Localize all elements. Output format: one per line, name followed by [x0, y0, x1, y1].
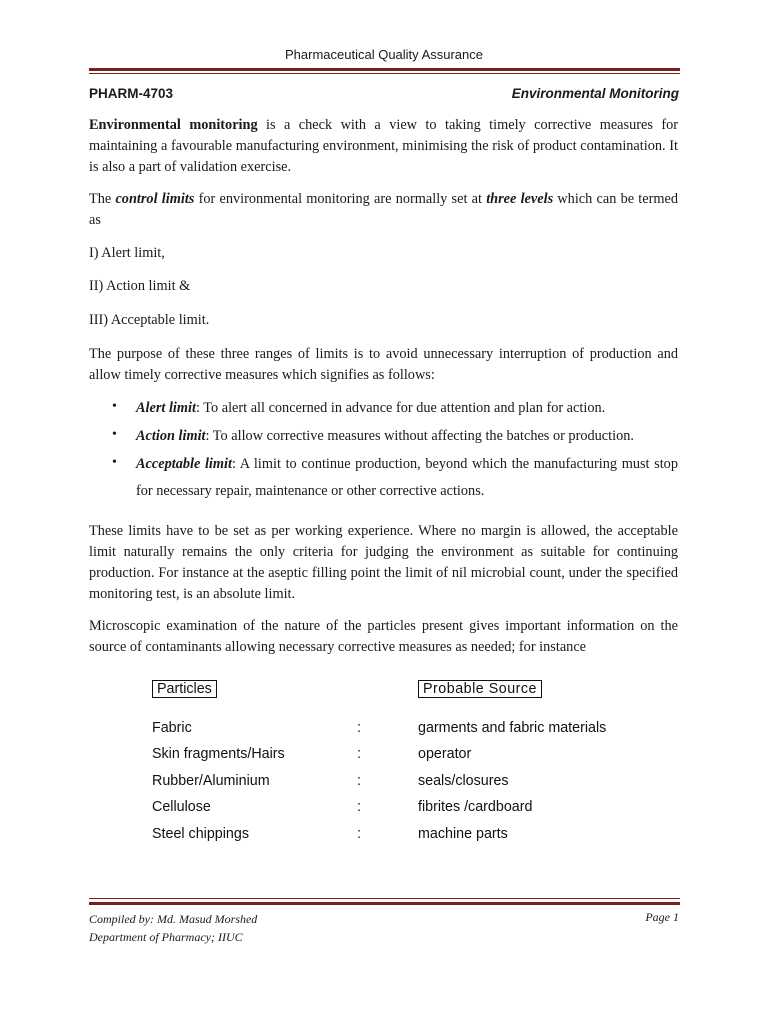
- table-cell-source: seals/closures: [418, 773, 509, 789]
- table-cell-source: operator: [418, 746, 472, 762]
- table-cell-particle: Fabric: [152, 720, 192, 736]
- table-row: [150, 799, 650, 819]
- term-three-levels: three levels: [486, 191, 554, 207]
- text-fragment: The: [89, 191, 116, 207]
- table-cell-separator: :: [357, 720, 361, 736]
- table-row: [150, 826, 650, 846]
- paragraph-definition: [89, 115, 678, 178]
- table-cell-source: fibrites /cardboard: [418, 799, 533, 815]
- bullet-dot: •: [112, 427, 117, 442]
- bullet-term: Alert limit: [136, 400, 196, 416]
- footer-compiled-by: Compiled by: Md. Masud Morshed: [89, 912, 258, 926]
- footer-credits: [89, 910, 257, 946]
- paragraph-purpose: The purpose of these three ranges of limits is to avoid unnecessary interruption of production and allow timely corrective measures which signifies as follows:: [89, 346, 678, 383]
- footer-rule: [89, 902, 680, 905]
- bullet-action-limit: [136, 423, 678, 450]
- text-fragment: which can be termed as: [89, 191, 678, 228]
- table-cell-particle: Skin fragments/Hairs: [152, 746, 285, 762]
- course-code: PHARM-4703: [89, 86, 174, 101]
- table-cell-separator: :: [357, 773, 361, 789]
- bullet-text: : A limit to continue production, beyond which the manufacturing must stop for necessary repair, maintenance or other corrective actions.: [136, 456, 678, 499]
- table-cell-particle: Cellulose: [152, 799, 211, 815]
- table-cell-particle: Rubber/Aluminium: [152, 773, 270, 789]
- text-fragment: for environmental monitoring are normally set at: [194, 191, 487, 207]
- paragraph-control-limits: [89, 189, 678, 231]
- footer-department: Department of Pharmacy; IIUC: [89, 930, 243, 944]
- term-environmental-monitoring: Environmental monitoring: [89, 117, 258, 133]
- table-cell-separator: :: [357, 746, 361, 762]
- bullet-text: : To allow corrective measures without affecting the batches or production.: [205, 428, 634, 444]
- running-header-title: Pharmaceutical Quality Assurance: [285, 47, 483, 62]
- paragraph-limits-experience: These limits have to be set as per working experience. Where no margin is allowed, the acceptable limit naturally remains the only criteria for judging the environment as suitable for continuing production. For instance at the aseptic filling point the limit of nil microbial count, under the specified monitoring test, is an absolute limit.: [89, 523, 678, 602]
- bullet-term: Action limit: [136, 428, 206, 444]
- table-header-row: [150, 680, 650, 700]
- bullet-alert-limit: [136, 395, 678, 422]
- table-header-particles: Particles: [152, 680, 217, 698]
- topic-title: Environmental Monitoring: [511, 86, 679, 101]
- paragraph-definition-text: is a check with a view to taking timely corrective measures for maintaining a favourable manufacturing environment, minimising the risk of product contamination. It is also a part of validation exercise.: [89, 117, 678, 175]
- bullet-dot: •: [112, 399, 117, 414]
- footer-page-number: Page 1: [645, 910, 679, 924]
- level-action: II) Action limit &: [89, 278, 191, 294]
- bullet-text: : To alert all concerned in advance for due attention and plan for action.: [195, 400, 606, 416]
- level-acceptable: III) Acceptable limit.: [89, 312, 210, 328]
- term-control-limits: control limits: [115, 191, 195, 207]
- bullet-dot: •: [112, 455, 117, 470]
- header-rule-thin: [89, 73, 680, 74]
- table-cell-particle: Steel chippings: [152, 826, 249, 842]
- table-header-probable-source: Probable Source: [418, 680, 542, 698]
- table-cell-source: machine parts: [418, 826, 508, 842]
- paragraph-microscopic: Microscopic examination of the nature of the particles present gives important information on the source of contaminants allowing necessary corrective measures as needed; for instance: [89, 618, 678, 655]
- table-row: [150, 773, 650, 793]
- table-row: [150, 746, 650, 766]
- footer-rule-thin: [89, 898, 680, 899]
- table-cell-separator: :: [357, 799, 361, 815]
- header-rule: [89, 68, 680, 71]
- table-row: [150, 720, 650, 740]
- particles-source-table: [150, 680, 650, 850]
- table-cell-separator: :: [357, 826, 361, 842]
- bullet-acceptable-limit: [136, 451, 678, 505]
- level-alert: I) Alert limit,: [89, 245, 165, 261]
- bullet-term: Acceptable limit: [136, 456, 232, 472]
- table-cell-source: garments and fabric materials: [418, 720, 607, 736]
